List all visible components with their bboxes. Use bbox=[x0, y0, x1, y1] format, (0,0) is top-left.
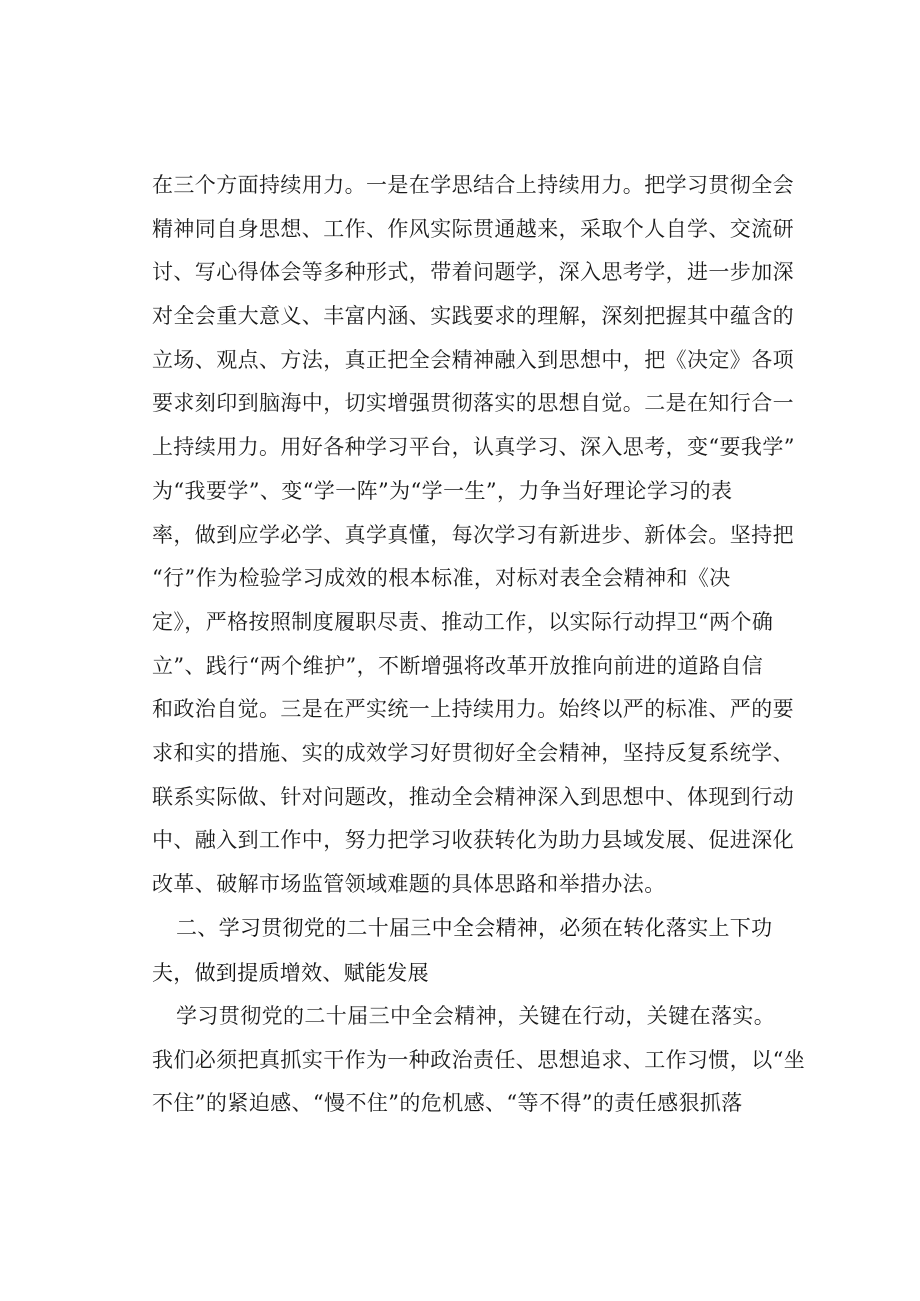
text-line: 上持续用力。用好各种学习平台，认真学习、深入思考，变“要我学” bbox=[152, 435, 795, 460]
text-line: 立场、观点、方法，真正把全会精神融入到思想中，把《决定》各项 bbox=[152, 347, 794, 372]
text-line: 定》，严格按照制度履职尽责、推动工作，以实际行动捍卫“两个确 bbox=[152, 609, 774, 634]
text-line: 我们必须把真抓实干作为一种政治责任、思想追求、工作习惯，以“坐 bbox=[152, 1047, 806, 1072]
heading-line: 二、学习贯彻党的二十届三中全会精神，必须在转化落实上下功 bbox=[176, 916, 773, 940]
text-line: 不住”的紧迫感、“慢不住”的危机感、“等不得”的责任感狠抓落 bbox=[152, 1091, 743, 1116]
text-line: 为“我要学”、变“学一阵”为“学一生”，力争当好理论学习的表 bbox=[152, 478, 733, 503]
text-line: 率，做到应学必学、真学真懂，每次学习有新进步、新体会。坚持把 bbox=[152, 522, 794, 547]
text-line: 在三个方面持续用力。一是在学思结合上持续用力。把学习贯彻全会 bbox=[152, 173, 794, 197]
heading-line: 夫，做到提质增效、赋能发展 bbox=[152, 961, 429, 985]
text-line: 联系实际做、针对问题改，推动全会精神深入到思想中、体现到行动 bbox=[152, 784, 794, 809]
section-heading bbox=[152, 906, 812, 996]
text-line: 改革、破解市场监管领域难题的具体思路和举措办法。 bbox=[152, 872, 666, 896]
text-line: 求和实的措施、实的成效学习好贯彻好全会精神，坚持反复系统学、 bbox=[152, 740, 794, 765]
text-line: 要求刻印到脑海中，切实增强贯彻落实的思想自觉。二是在知行合一 bbox=[152, 391, 794, 416]
text-line: 对全会重大意义、丰富内涵、实践要求的理解，深刻把握其中蕴含的 bbox=[152, 304, 794, 329]
paragraph-body-2 bbox=[152, 995, 812, 1126]
text-line: 和政治自觉。三是在严实统一上持续用力。始终以严的标准、严的要 bbox=[152, 697, 794, 722]
text-line: 讨、写心得体会等多种形式，带着问题学，深入思考学，进一步加深 bbox=[152, 260, 794, 285]
text-line: 学习贯彻党的二十届三中全会精神，关键在行动，关键在落实。 bbox=[176, 1004, 776, 1028]
text-line: 中、融入到工作中，努力把学习收获转化为助力县域发展、促进深化 bbox=[152, 828, 794, 853]
text-line: “行”作为检验学习成效的根本标准，对标对表全会精神和《决 bbox=[152, 566, 731, 591]
text-line: 精神同自身思想、工作、作风实际贯通越来，采取个人自学、交流研 bbox=[152, 216, 794, 241]
text-line: 立”、践行“两个维护”，不断增强将改革开放推向前进的道路自信 bbox=[152, 653, 764, 678]
paragraph-body-1 bbox=[152, 164, 812, 907]
